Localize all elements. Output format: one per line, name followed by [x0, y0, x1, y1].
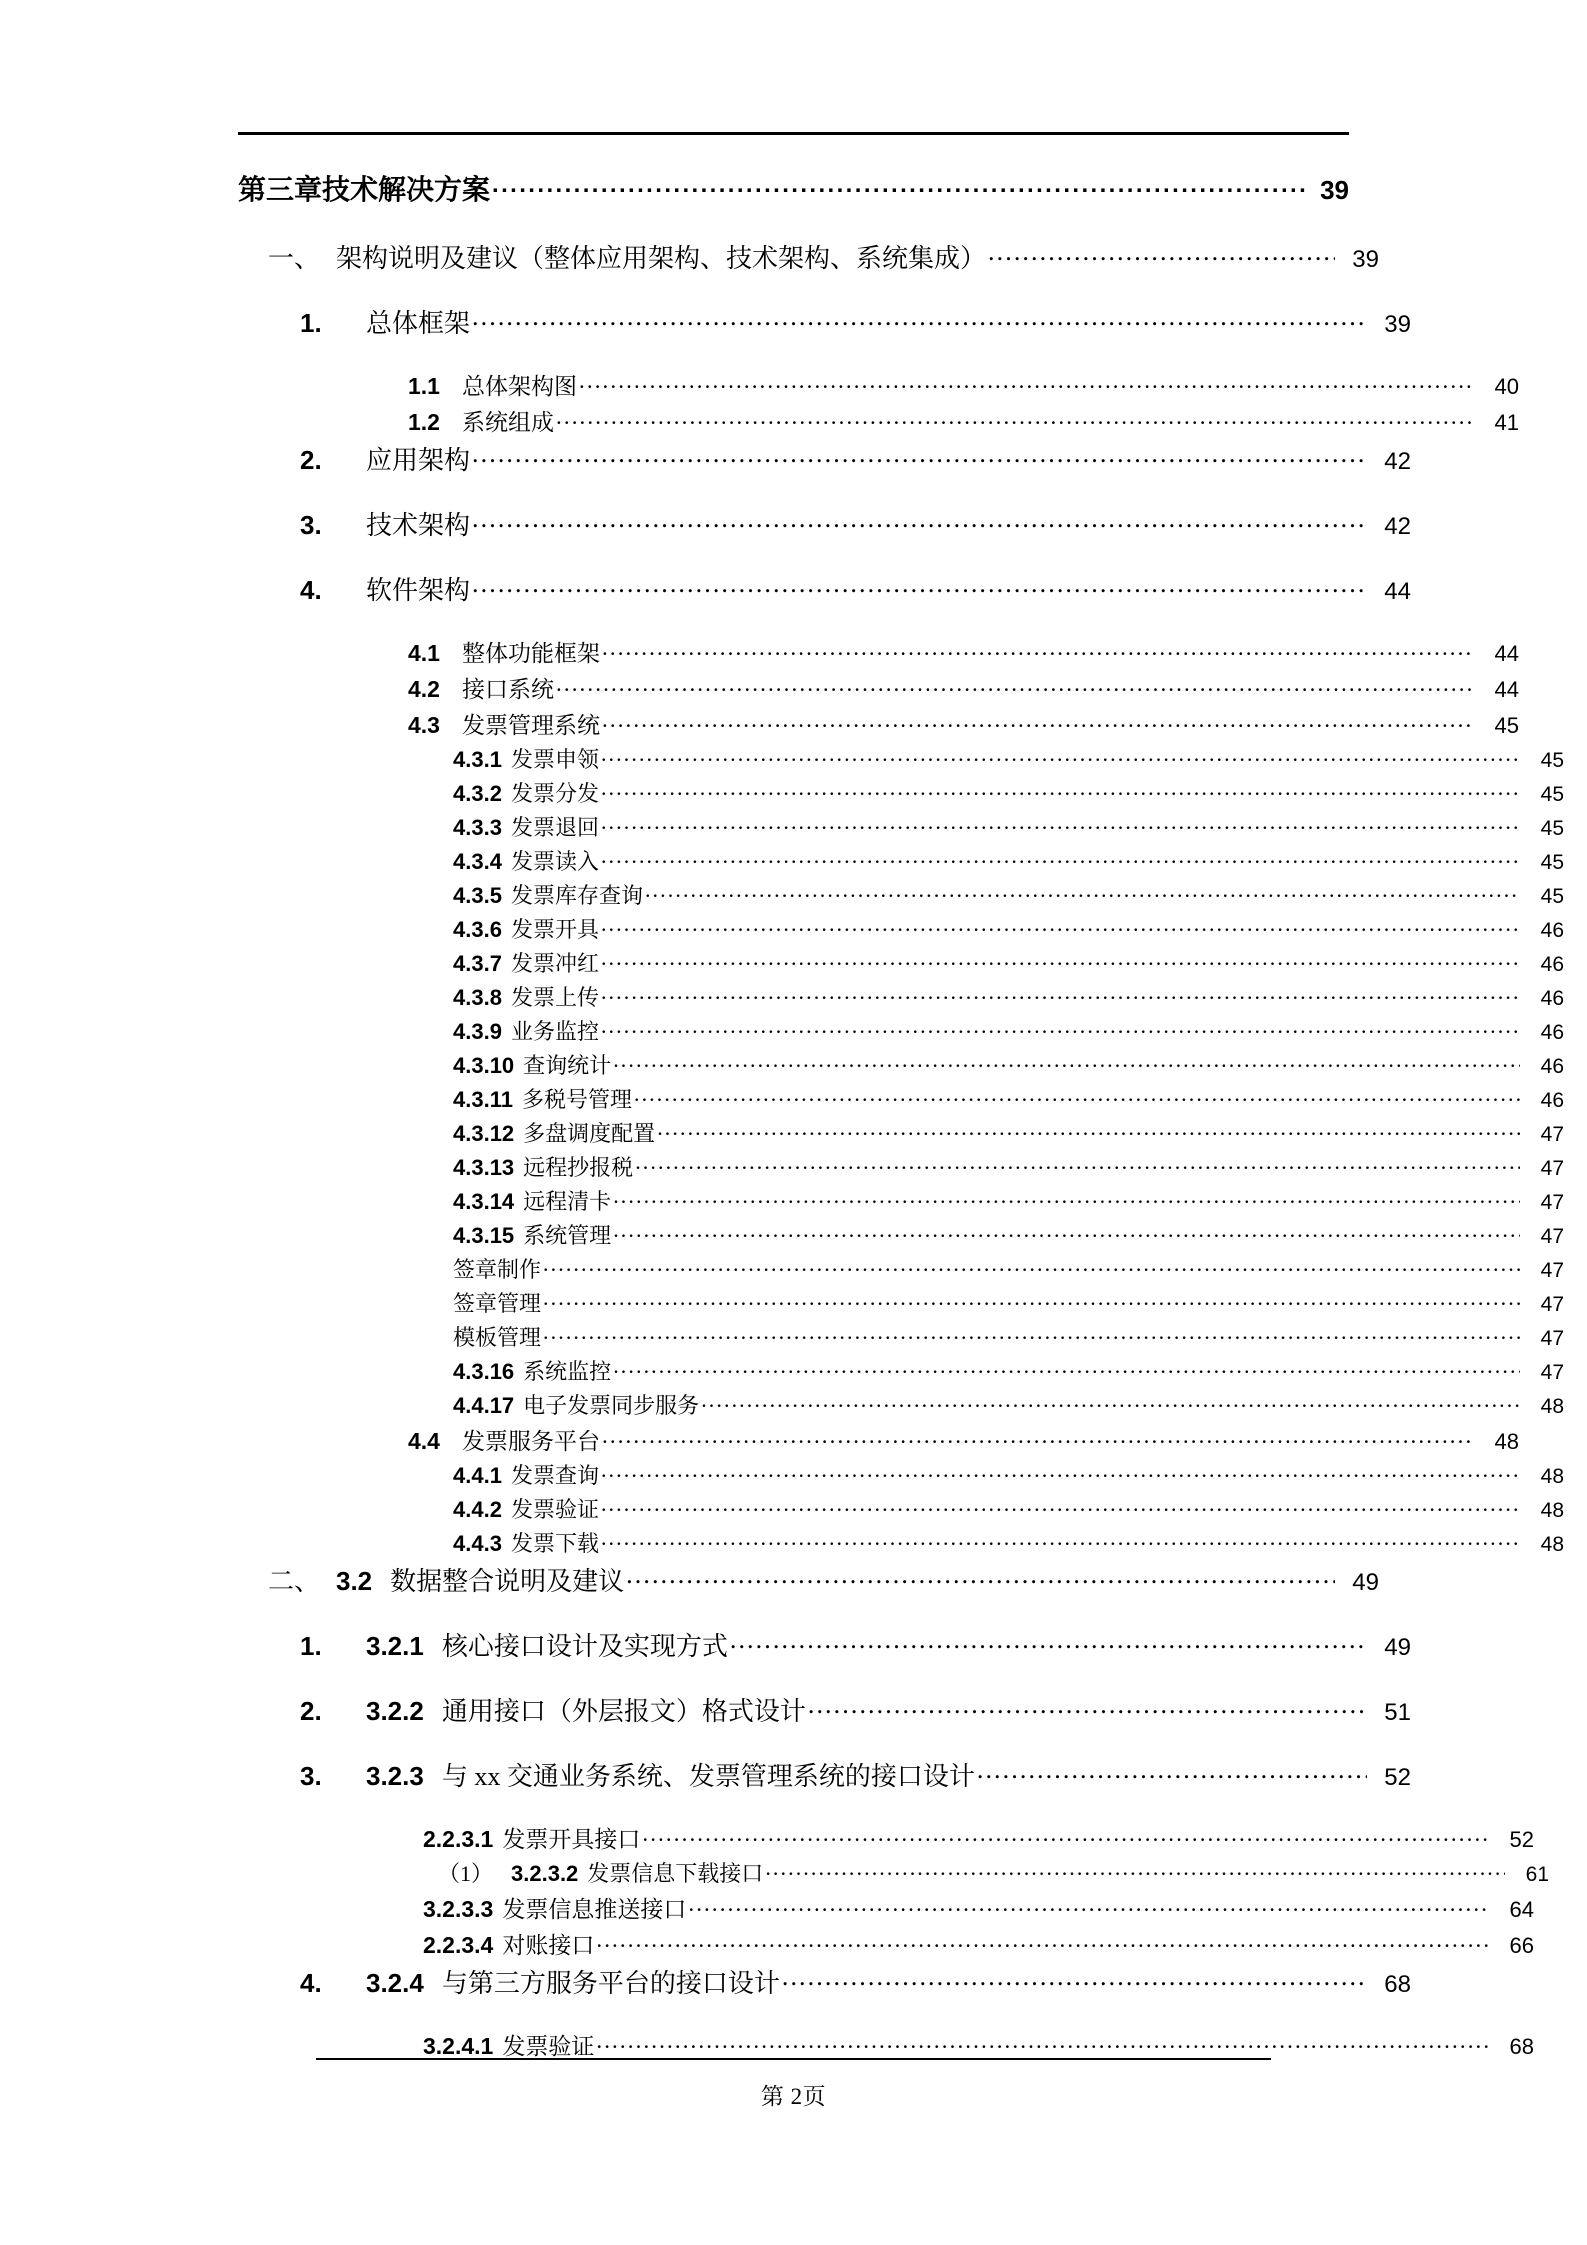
- toc-page-number: 47: [1540, 1361, 1564, 1384]
- toc-page-number: 45: [1540, 851, 1564, 874]
- toc-leader-dots: [701, 1391, 1520, 1413]
- toc-leader-dots: [602, 710, 1475, 733]
- toc-leader-dots: [634, 1085, 1520, 1107]
- toc-entry-number: 4.3.6: [453, 917, 502, 942]
- toc-entry-label: 技术架构: [366, 511, 471, 540]
- toc-entry-label: 核心接口设计及实现方式: [441, 1632, 728, 1661]
- toc-entry-number: 4.3.11: [453, 1087, 513, 1112]
- toc-page-number: 48: [1540, 1499, 1564, 1522]
- toc-page-number: 66: [1509, 1933, 1534, 1958]
- toc-entry-number: 1.: [300, 308, 322, 338]
- toc-page-number: 48: [1540, 1465, 1564, 1488]
- toc-entry-label: 发票信息下载接口: [587, 1861, 764, 1886]
- toc-page-number: 39: [1320, 175, 1349, 205]
- toc-entry-number: 4.3.16: [453, 1359, 515, 1384]
- toc-leader-dots: [613, 1187, 1520, 1209]
- toc-page-number: 47: [1540, 1191, 1564, 1214]
- toc-page-number: 39: [1352, 246, 1379, 273]
- toc-page-number: 45: [1540, 783, 1564, 806]
- toc-entry-number: 4.3.5: [453, 883, 502, 908]
- toc-page-number: 52: [1509, 1827, 1534, 1852]
- toc-entry-label: 签章管理: [453, 1291, 542, 1316]
- toc-page-number: 45: [1540, 885, 1564, 908]
- toc-entry-number: 4.4.1: [453, 1463, 502, 1488]
- toc-leader-dots: [635, 1153, 1520, 1175]
- toc-leader-dots: [601, 779, 1520, 801]
- toc-entry-label: 应用架构: [366, 446, 471, 475]
- table-of-contents: [238, 168, 1564, 2064]
- toc-leader-dots: [613, 1221, 1520, 1243]
- toc-entry[interactable]: [238, 570, 1411, 607]
- toc-page-number: 44: [1384, 578, 1411, 605]
- toc-entry-number: 4.4.17: [453, 1393, 515, 1418]
- toc-entry-label: 发票验证: [502, 2034, 595, 2059]
- toc-page-number: 47: [1540, 1225, 1564, 1248]
- toc-entry-number: 4.3.3: [453, 815, 502, 840]
- toc-page-number: 47: [1540, 1157, 1564, 1180]
- toc-leader-dots: [556, 407, 1475, 430]
- toc-entry-label: 系统组成: [462, 410, 554, 435]
- toc-page-number: 68: [1384, 1971, 1411, 1998]
- toc-page-number: 46: [1540, 1055, 1564, 1078]
- toc-entry[interactable]: [238, 440, 1411, 477]
- toc-entry-label: 发票开具接口: [502, 1827, 641, 1852]
- toc-page-number: 46: [1540, 1021, 1564, 1044]
- toc-leader-dots: [782, 1966, 1367, 1992]
- toc-entry-number: 2.: [300, 445, 322, 475]
- toc-entry[interactable]: [238, 635, 1519, 668]
- toc-entry-label: 架构说明及建议（整体应用架构、技术架构、系统集成）: [336, 244, 987, 273]
- toc-entry-label: 整体功能框架: [462, 641, 600, 666]
- toc-leader-dots: [596, 2031, 1490, 2054]
- toc-entry[interactable]: [238, 1691, 1411, 1728]
- toc-leader-dots: [642, 1824, 1490, 1847]
- toc-page-number: 47: [1540, 1259, 1564, 1282]
- toc-entry-number: 4.3.14: [453, 1189, 515, 1214]
- toc-page-number: 45: [1540, 817, 1564, 840]
- toc-leader-dots: [472, 443, 1367, 469]
- toc-leader-dots: [765, 1859, 1505, 1881]
- toc-entry[interactable]: [238, 1015, 1564, 1046]
- toc-entry[interactable]: [238, 947, 1564, 978]
- header-divider: [238, 132, 1349, 135]
- toc-entry-subnumber: 3.2.3: [366, 1761, 424, 1791]
- toc-entry-label: 发票开具: [510, 917, 599, 942]
- toc-entry[interactable]: [238, 505, 1411, 542]
- toc-leader-dots: [543, 1323, 1520, 1345]
- toc-entry[interactable]: [238, 2028, 1534, 2061]
- toc-leader-dots: [808, 1694, 1367, 1720]
- toc-leader-dots: [556, 674, 1475, 697]
- toc-entry[interactable]: [238, 404, 1519, 437]
- toc-entry-number: 2.2.3.1: [423, 1826, 494, 1852]
- toc-entry-number: 3.2.3.3: [423, 1896, 494, 1922]
- toc-entry[interactable]: [238, 1117, 1564, 1148]
- toc-page-number: 44: [1494, 677, 1519, 702]
- toc-entry-label: 接口系统: [462, 677, 554, 702]
- toc-leader-dots: [579, 371, 1475, 394]
- toc-leader-dots: [472, 573, 1367, 599]
- toc-page-number: 48: [1494, 1429, 1519, 1454]
- toc-entry-label: 发票分发: [510, 781, 599, 806]
- toc-leader-dots: [601, 915, 1520, 937]
- toc-page-number: 48: [1540, 1395, 1564, 1418]
- toc-entry[interactable]: [238, 1083, 1564, 1114]
- toc-entry-number: 4.3.1: [453, 747, 502, 772]
- toc-page-number: 52: [1384, 1764, 1411, 1791]
- toc-leader-dots: [601, 949, 1520, 971]
- toc-entry[interactable]: [238, 1561, 1379, 1598]
- toc-page-number: 49: [1384, 1634, 1411, 1661]
- toc-leader-dots: [601, 813, 1520, 835]
- toc-leader-dots: [596, 1930, 1490, 1953]
- toc-entry[interactable]: [238, 845, 1564, 876]
- toc-entry-label: 远程抄报税: [523, 1155, 634, 1180]
- toc-leader-dots: [601, 847, 1520, 869]
- toc-entry-number: 4.3.13: [453, 1155, 515, 1180]
- toc-entry[interactable]: [238, 1626, 1411, 1663]
- toc-entry[interactable]: [238, 1756, 1411, 1793]
- toc-entry-number: 4.3.7: [453, 951, 502, 976]
- toc-leader-dots: [601, 1461, 1520, 1483]
- toc-leader-dots: [657, 1119, 1520, 1141]
- toc-entry[interactable]: [238, 1219, 1564, 1250]
- toc-entry-label: 发票冲红: [510, 951, 599, 976]
- toc-entry-label: 多税号管理: [521, 1087, 632, 1112]
- toc-entry-label: 对账接口: [502, 1933, 595, 1958]
- toc-page-number: 45: [1540, 749, 1564, 772]
- footer-divider: [316, 2058, 1271, 2060]
- toc-entry-subnumber: 3.2.2: [366, 1696, 424, 1726]
- toc-entry-number: 4.3.10: [453, 1053, 515, 1078]
- toc-entry-label: 软件架构: [366, 576, 471, 605]
- toc-entry-number: 4.1: [408, 640, 440, 666]
- toc-entry-number: 1.1: [408, 373, 440, 399]
- toc-entry-label: 与 xx 交通业务系统、发票管理系统的接口设计: [441, 1762, 975, 1791]
- toc-entry[interactable]: [238, 1891, 1534, 1924]
- toc-page-number: 46: [1540, 1089, 1564, 1112]
- toc-page-number: 47: [1540, 1293, 1564, 1316]
- toc-entry[interactable]: [238, 913, 1564, 944]
- toc-entry-label: 发票验证: [510, 1497, 599, 1522]
- toc-leader-dots: [543, 1255, 1520, 1277]
- toc-entry[interactable]: [238, 368, 1519, 401]
- toc-entry[interactable]: [238, 1049, 1564, 1080]
- toc-leader-dots: [730, 1629, 1367, 1655]
- toc-entry-number: 4.2: [408, 676, 440, 702]
- toc-entry-label: 通用接口（外层报文）格式设计: [441, 1697, 806, 1726]
- toc-leader-dots: [543, 1289, 1520, 1311]
- toc-leader-dots: [472, 508, 1367, 534]
- toc-leader-dots: [626, 1564, 1335, 1590]
- page-footer-label: 第 2页: [760, 2084, 827, 2109]
- toc-page-number: 61: [1525, 1863, 1549, 1886]
- toc-entry[interactable]: [238, 707, 1519, 740]
- toc-page-number: 45: [1494, 713, 1519, 738]
- toc-entry-label: 发票读入: [510, 849, 599, 874]
- toc-entry-number: 4.3.4: [453, 849, 502, 874]
- toc-entry-number: 3.: [300, 510, 322, 540]
- toc-entry-label: 总体架构图: [462, 374, 577, 399]
- toc-entry-label: 总体框架: [366, 309, 471, 338]
- toc-entry-label: 发票退回: [510, 815, 599, 840]
- toc-entry[interactable]: [238, 1459, 1564, 1490]
- toc-page-number: 51: [1384, 1699, 1411, 1726]
- toc-leader-dots: [602, 1426, 1475, 1449]
- toc-entry[interactable]: [238, 1527, 1564, 1558]
- toc-entry[interactable]: [238, 1927, 1534, 1960]
- toc-entry-label: 电子发票同步服务: [523, 1393, 700, 1418]
- toc-leader-dots: [601, 983, 1520, 1005]
- toc-entry[interactable]: [238, 1287, 1564, 1318]
- toc-entry-number: 4.3.15: [453, 1223, 515, 1248]
- toc-entry-label: 发票查询: [510, 1463, 599, 1488]
- toc-entry-label: 发票库存查询: [510, 883, 643, 908]
- toc-entry-label: 发票管理系统: [462, 713, 600, 738]
- toc-entry-number: 2.: [300, 1696, 322, 1726]
- toc-page-number: 47: [1540, 1327, 1564, 1350]
- toc-entry-label: 数据整合说明及建议: [390, 1567, 625, 1596]
- toc-entry-label: 业务监控: [510, 1019, 599, 1044]
- toc-page-number: 40: [1494, 374, 1519, 399]
- toc-page-number: 46: [1540, 953, 1564, 976]
- toc-entry-number: 4.3.12: [453, 1121, 515, 1146]
- toc-entry-number: 3.2.4.1: [423, 2033, 494, 2059]
- toc-entry-label: 多盘调度配置: [523, 1121, 656, 1146]
- toc-entry-subnumber: 3.2.1: [366, 1631, 424, 1661]
- toc-entry-label: 远程清卡: [523, 1189, 612, 1214]
- toc-entry-label: 技术解决方案: [322, 174, 491, 205]
- toc-entry-number: 2.2.3.4: [423, 1932, 494, 1958]
- toc-entry[interactable]: [238, 1185, 1564, 1216]
- toc-entry[interactable]: [238, 303, 1411, 340]
- toc-leader-dots: [601, 1017, 1520, 1039]
- toc-entry[interactable]: [238, 671, 1519, 704]
- toc-page-number: 68: [1509, 2034, 1534, 2059]
- toc-page-number: 44: [1494, 641, 1519, 666]
- toc-entry-number: （1）: [438, 1861, 494, 1886]
- toc-entry[interactable]: [238, 1493, 1564, 1524]
- toc-entry-number: 1.: [300, 1631, 322, 1661]
- toc-entry[interactable]: [238, 238, 1379, 275]
- toc-entry-label: 发票服务平台: [462, 1429, 600, 1454]
- toc-entry-label: 发票上传: [510, 985, 599, 1010]
- toc-entry-label: 发票申领: [510, 747, 599, 772]
- toc-leader-dots: [601, 1529, 1520, 1551]
- toc-entry[interactable]: [238, 1389, 1564, 1420]
- toc-entry-number: 4.4: [408, 1428, 440, 1454]
- toc-entry-number: 第三章: [238, 174, 323, 205]
- toc-leader-dots: [977, 1759, 1367, 1785]
- toc-leader-dots: [492, 171, 1305, 199]
- toc-entry[interactable]: [238, 1321, 1564, 1352]
- toc-entry[interactable]: [238, 1423, 1519, 1456]
- toc-leader-dots: [601, 1495, 1520, 1517]
- toc-page-number: 41: [1494, 410, 1519, 435]
- toc-leader-dots: [613, 1051, 1520, 1073]
- toc-entry[interactable]: [238, 1355, 1564, 1386]
- toc-entry-number: 4.3.8: [453, 985, 502, 1010]
- toc-entry[interactable]: [238, 879, 1564, 910]
- toc-entry-label: 查询统计: [523, 1053, 612, 1078]
- toc-leader-dots: [613, 1357, 1520, 1379]
- toc-entry[interactable]: [238, 777, 1564, 808]
- toc-page-number: 47: [1540, 1123, 1564, 1146]
- toc-entry-number: 1.2: [408, 409, 440, 435]
- toc-leader-dots: [472, 306, 1367, 332]
- toc-entry-label: 发票信息推送接口: [502, 1897, 687, 1922]
- toc-entry-number: 4.4.3: [453, 1531, 502, 1556]
- toc-entry-subnumber: 3.2.3.2: [511, 1861, 579, 1886]
- toc-entry[interactable]: [238, 168, 1349, 208]
- toc-entry-label: 发票下载: [510, 1531, 599, 1556]
- toc-leader-dots: [645, 881, 1520, 903]
- toc-page-number: 42: [1384, 513, 1411, 540]
- toc-entry-subnumber: 3.2.4: [366, 1968, 424, 1998]
- toc-entry-number: 4.3.2: [453, 781, 502, 806]
- toc-entry-number: 4.3.9: [453, 1019, 502, 1044]
- toc-entry-number: 3.: [300, 1761, 322, 1791]
- toc-entry[interactable]: [238, 811, 1564, 842]
- toc-entry[interactable]: [238, 1253, 1564, 1284]
- toc-page-number: 46: [1540, 987, 1564, 1010]
- toc-leader-dots: [601, 745, 1520, 767]
- toc-entry[interactable]: [238, 1151, 1564, 1182]
- toc-entry-label: 模板管理: [453, 1325, 542, 1350]
- toc-entry-number: 4.: [300, 575, 322, 605]
- toc-entry-subnumber: 3.2: [336, 1566, 373, 1596]
- toc-entry[interactable]: [238, 1857, 1549, 1888]
- toc-entry-label: 与第三方服务平台的接口设计: [441, 1969, 780, 1998]
- toc-entry-label: 系统管理: [523, 1223, 612, 1248]
- toc-entry-number: 二、: [268, 1566, 321, 1596]
- toc-entry[interactable]: [238, 743, 1564, 774]
- toc-entry[interactable]: [238, 1963, 1411, 2000]
- toc-entry[interactable]: [238, 981, 1564, 1012]
- toc-entry-label: 签章制作: [453, 1257, 542, 1282]
- toc-page-number: 64: [1509, 1897, 1534, 1922]
- toc-entry-label: 系统监控: [523, 1359, 612, 1384]
- toc-page-number: 49: [1352, 1569, 1379, 1596]
- toc-leader-dots: [988, 241, 1335, 267]
- toc-entry-number: 4.: [300, 1968, 322, 1998]
- toc-page-number: 39: [1384, 311, 1411, 338]
- toc-page-number: 42: [1384, 448, 1411, 475]
- toc-page-number: 48: [1540, 1533, 1564, 1556]
- toc-leader-dots: [688, 1894, 1490, 1917]
- toc-entry-number: 4.3: [408, 712, 440, 738]
- toc-entry-number: 4.4.2: [453, 1497, 502, 1522]
- toc-entry-number: 一、: [268, 243, 321, 273]
- toc-page-number: 46: [1540, 919, 1564, 942]
- toc-leader-dots: [602, 638, 1475, 661]
- toc-entry[interactable]: [238, 1821, 1534, 1854]
